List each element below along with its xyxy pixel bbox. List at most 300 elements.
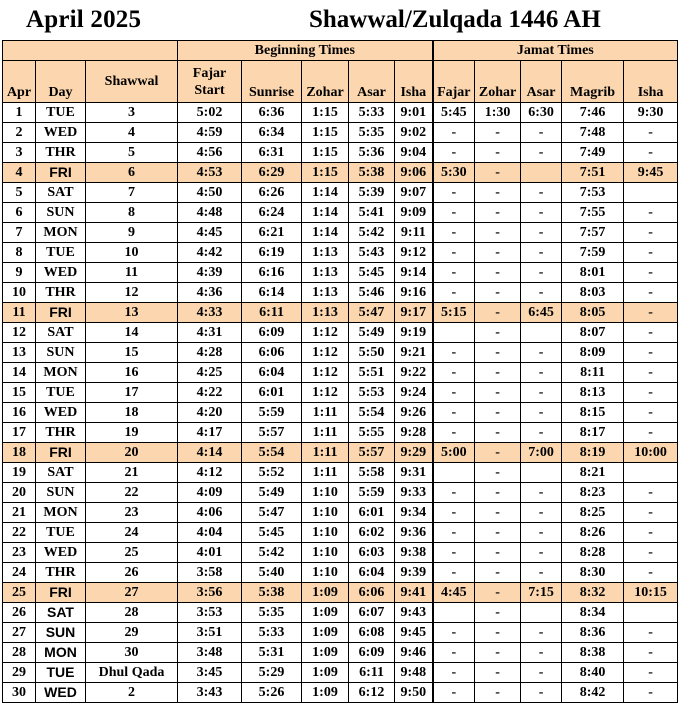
table-row [3,623,678,643]
hijri-cell: 25 [86,543,178,563]
jamat-zohar-cell: - [475,383,521,403]
jamat-isha-cell: - [624,683,678,703]
jamat-asar-cell: - [521,123,562,143]
asar-cell: 5:51 [349,363,395,383]
sunrise-cell: 5:35 [242,603,302,623]
jamat-asar-cell: - [521,403,562,423]
zohar-cell: 1:09 [302,663,349,683]
jamat-isha-cell: - [624,123,678,143]
asar-cell: 5:49 [349,323,395,343]
jamat-zohar-cell: - [475,183,521,203]
jamat-asar-cell: - [521,643,562,663]
table-row [3,483,678,503]
fajar-start-cell: 4:31 [178,323,242,343]
jamat-zohar-cell: - [475,423,521,443]
jamat-magrib-cell: 7:46 [562,103,624,123]
jamat-isha-cell: - [624,203,678,223]
sunrise-cell: 5:29 [242,663,302,683]
sunrise-cell: 5:52 [242,463,302,483]
jamat-isha-cell: - [624,503,678,523]
zohar-col-header: Zohar [302,61,349,103]
jamat-fajar-cell: - [433,663,475,683]
table-row [3,583,678,603]
jamat-magrib-cell: 8:40 [562,663,624,683]
apr-cell: 8 [3,243,36,263]
day-cell: TUE [36,523,86,543]
jamat-fajar-cell: - [433,563,475,583]
sunrise-cell: 6:21 [242,223,302,243]
jamat-zohar-cell: - [475,563,521,583]
jamat-magrib-cell: 8:19 [562,443,624,463]
sunrise-cell: 5:49 [242,483,302,503]
hijri-cell: 8 [86,203,178,223]
day-cell: SAT [36,183,86,203]
asar-cell: 6:12 [349,683,395,703]
isha-cell: 9:11 [395,223,433,243]
day-cell: MON [36,363,86,383]
isha-cell: 9:36 [395,523,433,543]
fajar-label: Fajar [192,65,227,81]
hijri-cell: 20 [86,443,178,463]
table-row [3,503,678,523]
table-row [3,423,678,443]
sunrise-cell: 6:09 [242,323,302,343]
isha-cell: 9:19 [395,323,433,343]
asar-cell: 5:50 [349,343,395,363]
hijri-cell: 21 [86,463,178,483]
table-row [3,363,678,383]
day-cell: WED [36,403,86,423]
jamat-isha-cell: - [624,403,678,423]
jamat-asar-cell: 7:15 [521,583,562,603]
asar-col-header: Asar [349,61,395,103]
jamat-fajar-cell: - [433,283,475,303]
zohar-cell: 1:09 [302,643,349,663]
zohar-cell: 1:13 [302,283,349,303]
table-row [3,223,678,243]
apr-cell: 23 [3,543,36,563]
zohar-cell: 1:12 [302,383,349,403]
zohar-cell: 1:10 [302,523,349,543]
jamat-isha-cell: - [624,523,678,543]
day-cell: SUN [36,623,86,643]
zohar-cell: 1:09 [302,623,349,643]
apr-cell: 15 [3,383,36,403]
apr-cell: 12 [3,323,36,343]
sunrise-cell: 5:33 [242,623,302,643]
isha-cell: 9:33 [395,483,433,503]
table-row [3,323,678,343]
apr-cell: 16 [3,403,36,423]
jamat-isha-cell: 9:45 [624,163,678,183]
day-cell: SUN [36,343,86,363]
jamat-magrib-cell: 8:38 [562,643,624,663]
jamat-isha-cell: - [624,423,678,443]
jamat-zohar-cell: - [475,203,521,223]
zohar-cell: 1:15 [302,143,349,163]
zohar-cell: 1:12 [302,363,349,383]
hijri-cell: 29 [86,623,178,643]
sunrise-cell: 5:31 [242,643,302,663]
isha-cell: 9:17 [395,303,433,323]
sunrise-cell: 6:14 [242,283,302,303]
jamat-fajar-cell: - [433,483,475,503]
zohar-cell: 1:10 [302,543,349,563]
isha-cell: 9:02 [395,123,433,143]
jamat-fajar-cell: 5:00 [433,443,475,463]
apr-cell: 18 [3,443,36,463]
asar-cell: 6:07 [349,603,395,623]
jamat-asar-cell: - [521,143,562,163]
jamat-fajar-cell: 4:45 [433,583,475,603]
sunrise-cell: 5:38 [242,583,302,603]
sunrise-cell: 6:34 [242,123,302,143]
jamat-zohar-cell: - [475,223,521,243]
fajar-start-cell: 4:45 [178,223,242,243]
jamat-zohar-cell: - [475,283,521,303]
jamat-isha-cell: - [624,623,678,643]
asar-cell: 5:45 [349,263,395,283]
jamat-zohar-cell: - [475,263,521,283]
day-cell: SAT [36,323,86,343]
fajar-start-cell: 4:56 [178,143,242,163]
sunrise-cell: 5:40 [242,563,302,583]
asar-cell: 5:58 [349,463,395,483]
table-row [3,543,678,563]
asar-cell: 6:09 [349,643,395,663]
fajar-start-cell: 4:42 [178,243,242,263]
jamat-isha-cell [624,463,678,483]
jamat-asar-cell: - [521,183,562,203]
table-row [3,523,678,543]
jamat-isha-cell: - [624,283,678,303]
fajar-start-cell: 4:20 [178,403,242,423]
jamat-asar-cell: - [521,263,562,283]
asar-cell: 6:04 [349,563,395,583]
day-cell: THR [36,423,86,443]
asar-cell: 6:11 [349,663,395,683]
jamat-asar-cell: - [521,243,562,263]
asar-cell: 5:39 [349,183,395,203]
sunrise-cell: 6:19 [242,243,302,263]
isha-cell: 9:22 [395,363,433,383]
jamat-magrib-cell: 8:42 [562,683,624,703]
month-title: April 2025 [26,6,142,33]
zohar-cell: 1:15 [302,163,349,183]
sunrise-cell: 6:26 [242,183,302,203]
fajar-start-cell: 4:59 [178,123,242,143]
jamat-magrib-cell: 8:28 [562,543,624,563]
isha-col-header: Isha [395,61,433,103]
jamat-isha-cell: 9:30 [624,103,678,123]
table-row [3,303,678,323]
jamat-fajar-cell: - [433,523,475,543]
asar-cell: 5:41 [349,203,395,223]
jamat-zohar-cell: - [475,403,521,423]
jamat-asar-cell [521,163,562,183]
zohar-cell: 1:10 [302,563,349,583]
hijri-cell: Dhul Qada [86,663,178,683]
sunrise-cell: 6:24 [242,203,302,223]
day-cell: WED [36,543,86,563]
isha-cell: 9:48 [395,663,433,683]
jamat-isha-cell: - [624,483,678,503]
jamat-zohar-col-header: Zohar [475,61,521,103]
day-cell: SAT [36,463,86,483]
table-row [3,183,678,203]
hijri-cell: 24 [86,523,178,543]
fajar-start-cell: 3:53 [178,603,242,623]
day-cell: MON [36,643,86,663]
day-cell: WED [36,683,86,703]
jamat-zohar-cell: - [475,483,521,503]
fajar-start-cell: 4:33 [178,303,242,323]
hijri-cell: 28 [86,603,178,623]
day-cell: FRI [36,443,86,463]
jamat-magrib-cell: 7:49 [562,143,624,163]
sunrise-cell: 5:26 [242,683,302,703]
fajar-start-cell: 4:53 [178,163,242,183]
asar-cell: 6:01 [349,503,395,523]
asar-cell: 6:03 [349,543,395,563]
hijri-cell: 17 [86,383,178,403]
jamat-magrib-cell: 8:17 [562,423,624,443]
table-row [3,203,678,223]
beginning-times-header: Beginning Times [178,41,433,61]
isha-cell: 9:28 [395,423,433,443]
jamat-isha-cell: - [624,263,678,283]
isha-cell: 9:12 [395,243,433,263]
asar-cell: 6:06 [349,583,395,603]
isha-cell: 9:50 [395,683,433,703]
zohar-cell: 1:09 [302,583,349,603]
day-cell: THR [36,563,86,583]
jamat-fajar-cell: - [433,343,475,363]
zohar-cell: 1:11 [302,403,349,423]
zohar-cell: 1:11 [302,443,349,463]
jamat-fajar-cell: 5:45 [433,103,475,123]
zohar-cell: 1:15 [302,103,349,123]
jamat-fajar-cell: - [433,403,475,423]
jamat-isha-cell [624,603,678,623]
table-row [3,283,678,303]
jamat-fajar-cell: - [433,183,475,203]
table-row [3,123,678,143]
hijri-title: Shawwal/Zulqada 1446 AH [309,6,601,33]
jamat-zohar-cell: - [475,303,521,323]
table-row [3,443,678,463]
jamat-isha-cell: 10:00 [624,443,678,463]
jamat-isha-cell [624,183,678,203]
jamat-fajar-cell: - [433,363,475,383]
table-row [3,643,678,663]
jamat-asar-cell: - [521,523,562,543]
day-cell: MON [36,223,86,243]
jamat-times-header: Jamat Times [433,41,678,61]
sunrise-cell: 6:29 [242,163,302,183]
jamat-magrib-cell: 8:21 [562,463,624,483]
day-cell: TUE [36,103,86,123]
day-cell: FRI [36,583,86,603]
apr-cell: 30 [3,683,36,703]
fajar-start-cell: 4:06 [178,503,242,523]
jamat-asar-cell: - [521,383,562,403]
jamat-isha-cell: - [624,383,678,403]
hijri-cell: 9 [86,223,178,243]
jamat-isha-cell: - [624,143,678,163]
jamat-magrib-cell: 7:53 [562,183,624,203]
isha-cell: 9:45 [395,623,433,643]
jamat-magrib-cell: 8:05 [562,303,624,323]
jamat-asar-cell: - [521,363,562,383]
zohar-cell: 1:13 [302,303,349,323]
jamat-magrib-cell: 8:07 [562,323,624,343]
sunrise-cell: 5:59 [242,403,302,423]
title-bar [0,0,681,40]
day-cell: THR [36,143,86,163]
fajar-start-cell: 4:25 [178,363,242,383]
hijri-cell: 26 [86,563,178,583]
zohar-cell: 1:11 [302,463,349,483]
apr-cell: 5 [3,183,36,203]
shawwal-col-header: Shawwal [86,61,178,103]
isha-cell: 9:21 [395,343,433,363]
isha-cell: 9:01 [395,103,433,123]
jamat-asar-cell: - [521,483,562,503]
jamat-isha-cell: - [624,303,678,323]
zohar-cell: 1:13 [302,243,349,263]
isha-cell: 9:38 [395,543,433,563]
jamat-fajar-cell: - [433,123,475,143]
jamat-asar-cell: - [521,563,562,583]
jamat-zohar-cell: 1:30 [475,103,521,123]
zohar-cell: 1:09 [302,683,349,703]
jamat-fajar-cell [433,323,475,343]
sunrise-cell: 5:42 [242,543,302,563]
jamat-fajar-cell: - [433,243,475,263]
table-row [3,463,678,483]
apr-cell: 3 [3,143,36,163]
apr-cell: 24 [3,563,36,583]
sunrise-cell: 6:11 [242,303,302,323]
jamat-isha-cell: - [624,323,678,343]
asar-cell: 5:36 [349,143,395,163]
jamat-fajar-cell: - [433,683,475,703]
fajar-start-cell: 3:45 [178,663,242,683]
hijri-cell: 13 [86,303,178,323]
apr-cell: 7 [3,223,36,243]
isha-cell: 9:14 [395,263,433,283]
jamat-zohar-cell: - [475,323,521,343]
day-cell: SUN [36,203,86,223]
apr-cell: 17 [3,423,36,443]
jamat-magrib-cell: 8:03 [562,283,624,303]
apr-cell: 14 [3,363,36,383]
sunrise-col-header: Sunrise [242,61,302,103]
jamat-isha-cell: - [624,543,678,563]
hijri-cell: 18 [86,403,178,423]
jamat-zohar-cell: - [475,663,521,683]
fajar-start-cell: 4:48 [178,203,242,223]
table-row [3,403,678,423]
hijri-cell: 23 [86,503,178,523]
isha-cell: 9:07 [395,183,433,203]
jamat-zohar-cell: - [475,643,521,663]
zohar-cell: 1:14 [302,223,349,243]
jamat-fajar-cell: - [433,423,475,443]
jamat-asar-cell: - [521,663,562,683]
fajar-start-cell: 4:09 [178,483,242,503]
hijri-cell: 7 [86,183,178,203]
sunrise-cell: 6:36 [242,103,302,123]
asar-cell: 5:59 [349,483,395,503]
jamat-asar-cell [521,323,562,343]
day-cell: TUE [36,243,86,263]
fajar-start-cell: 4:12 [178,463,242,483]
hijri-cell: 11 [86,263,178,283]
day-cell: FRI [36,303,86,323]
isha-cell: 9:34 [395,503,433,523]
jamat-asar-cell: - [521,683,562,703]
jamat-magrib-cell: 8:01 [562,263,624,283]
zohar-cell: 1:14 [302,183,349,203]
blank-header-cell [3,41,178,61]
jamat-zohar-cell: - [475,143,521,163]
zohar-cell: 1:09 [302,603,349,623]
fajar-start-col-header [178,61,242,103]
jamat-fajar-cell: - [433,503,475,523]
jamat-isha-cell: 10:15 [624,583,678,603]
fajar-start-cell: 4:14 [178,443,242,463]
fajar-start-cell: 4:17 [178,423,242,443]
isha-cell: 9:06 [395,163,433,183]
day-cell: SAT [36,603,86,623]
hijri-cell: 6 [86,163,178,183]
jamat-asar-col-header: Asar [521,61,562,103]
day-col-header: Day [36,61,86,103]
hijri-cell: 12 [86,283,178,303]
apr-cell: 1 [3,103,36,123]
fajar-start-cell: 4:28 [178,343,242,363]
hijri-cell: 30 [86,643,178,663]
hijri-cell: 5 [86,143,178,163]
table-row [3,383,678,403]
apr-cell: 22 [3,523,36,543]
jamat-zohar-cell: - [475,443,521,463]
jamat-asar-cell: - [521,223,562,243]
fajar-start-cell: 4:50 [178,183,242,203]
sunrise-cell: 6:01 [242,383,302,403]
isha-cell: 9:31 [395,463,433,483]
sunrise-cell: 6:16 [242,263,302,283]
isha-cell: 9:09 [395,203,433,223]
jamat-magrib-cell: 8:15 [562,403,624,423]
asar-cell: 5:33 [349,103,395,123]
jamat-magrib-cell: 7:59 [562,243,624,263]
sunrise-cell: 6:04 [242,363,302,383]
jamat-zohar-cell: - [475,623,521,643]
apr-cell: 26 [3,603,36,623]
fajar-start-cell: 3:51 [178,623,242,643]
fajar-start-cell: 4:04 [178,523,242,543]
sunrise-cell: 5:47 [242,503,302,523]
asar-cell: 5:46 [349,283,395,303]
table-row [3,603,678,623]
hijri-cell: 27 [86,583,178,603]
prayer-times-table [2,40,678,703]
apr-col-header: Apr [3,61,36,103]
jamat-zohar-cell: - [475,503,521,523]
